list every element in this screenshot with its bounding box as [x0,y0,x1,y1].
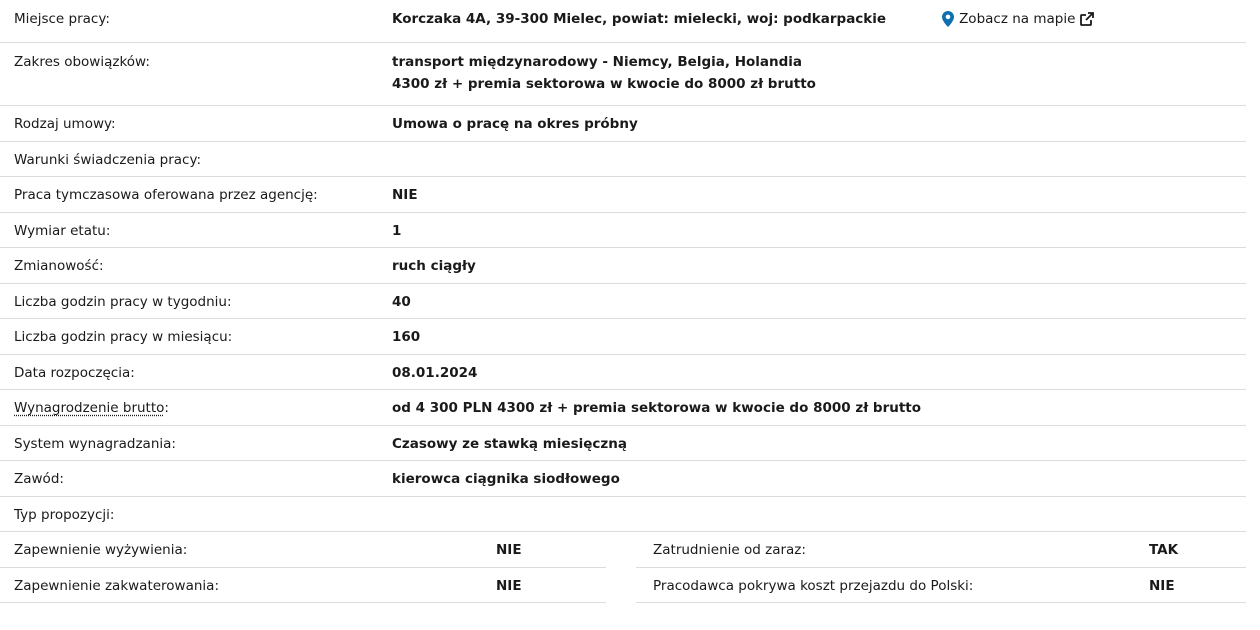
row-food [0,532,606,568]
row-start-date [0,355,1246,391]
row-immediate-hire [636,532,1246,568]
label-pay-system: System wynagradzania: [14,435,176,452]
label-duties: Zakres obowiązków: [14,54,150,70]
label-job-size: Wymiar etatu: [14,222,111,239]
value-shifts: ruch ciągły [392,258,476,274]
see-on-map-link[interactable] [942,11,1094,27]
row-workplace [0,0,1246,43]
label-accommodation: Zapewnienie zakwaterowania: [14,577,219,594]
external-link-icon [1080,12,1094,26]
see-on-map-label: Zobacz na mapie [959,11,1076,27]
map-pin-icon [942,11,954,27]
value-pay-system: Czasowy ze stawką miesięczną [392,435,627,452]
offer-extras [0,532,1246,603]
salary-label-suffix: : [164,400,169,416]
row-hours-week [0,284,1246,320]
row-duties [0,43,1246,106]
salary-abbr[interactable]: Wynagrodzenie brutto [14,400,165,416]
value-salary: od 4 300 PLN 4300 zł + premia sektorowa w kwocie do 8000 zł brutto [392,400,922,416]
label-start-date: Data rozpoczęcia: [14,364,135,381]
value-contract-type: Umowa o pracę na okres próbny [392,116,638,132]
value-accommodation: NIE [496,577,522,594]
value-duties-line-2: 4300 zł + premia sektorowa w kwocie do 8000 zł brutto [392,76,816,92]
value-hours-month: 160 [392,329,421,345]
label-workplace: Miejsce pracy: [14,11,110,27]
label-travel-cost: Pracodawca pokrywa koszt przejazdu do Polski: [653,577,974,594]
label-temp-work: Praca tymczasowa oferowana przez agencję: [14,187,318,203]
value-start-date: 08.01.2024 [392,364,478,381]
row-pay-system [0,426,1246,462]
value-duties [392,51,816,95]
row-occupation [0,461,1246,497]
row-salary [0,390,1246,426]
value-hours-week: 40 [392,293,411,310]
value-workplace: Korczaka 4A, 39-300 Mielec, powiat: mielecki, woj: podkarpackie [392,11,887,27]
label-offer-type: Typ propozycji: [14,506,115,523]
row-work-conditions [0,142,1246,178]
row-job-size [0,213,1246,249]
value-food: NIE [496,542,522,558]
label-food: Zapewnienie wyżywienia: [14,542,188,558]
value-duties-line-1: transport międzynarodowy - Niemcy, Belgia, Holandia [392,54,803,70]
value-job-size: 1 [392,222,402,239]
label-immediate-hire: Zatrudnienie od zaraz: [653,542,806,558]
value-travel-cost: NIE [1149,577,1175,594]
value-occupation: kierowca ciągnika siodłowego [392,471,620,487]
row-temp-work [0,177,1246,213]
row-offer-type [0,497,1246,533]
row-travel-cost [636,568,1246,604]
row-hours-month [0,319,1246,355]
value-temp-work: NIE [392,187,418,203]
workplace-value-wrap [392,11,1094,27]
offer-extras-right [636,532,1246,603]
label-work-conditions: Warunki świadczenia pracy: [14,151,202,168]
value-immediate-hire: TAK [1149,542,1179,558]
label-shifts: Zmianowość: [14,258,104,274]
row-accommodation [0,568,606,604]
offer-extras-left [0,532,606,603]
label-salary [0,400,392,416]
label-occupation: Zawód: [14,471,64,487]
row-shifts [0,248,1246,284]
label-hours-month: Liczba godzin pracy w miesiącu: [14,329,233,345]
label-hours-week: Liczba godzin pracy w tygodniu: [14,293,232,310]
label-contract-type: Rodzaj umowy: [14,116,116,132]
row-contract-type [0,106,1246,142]
